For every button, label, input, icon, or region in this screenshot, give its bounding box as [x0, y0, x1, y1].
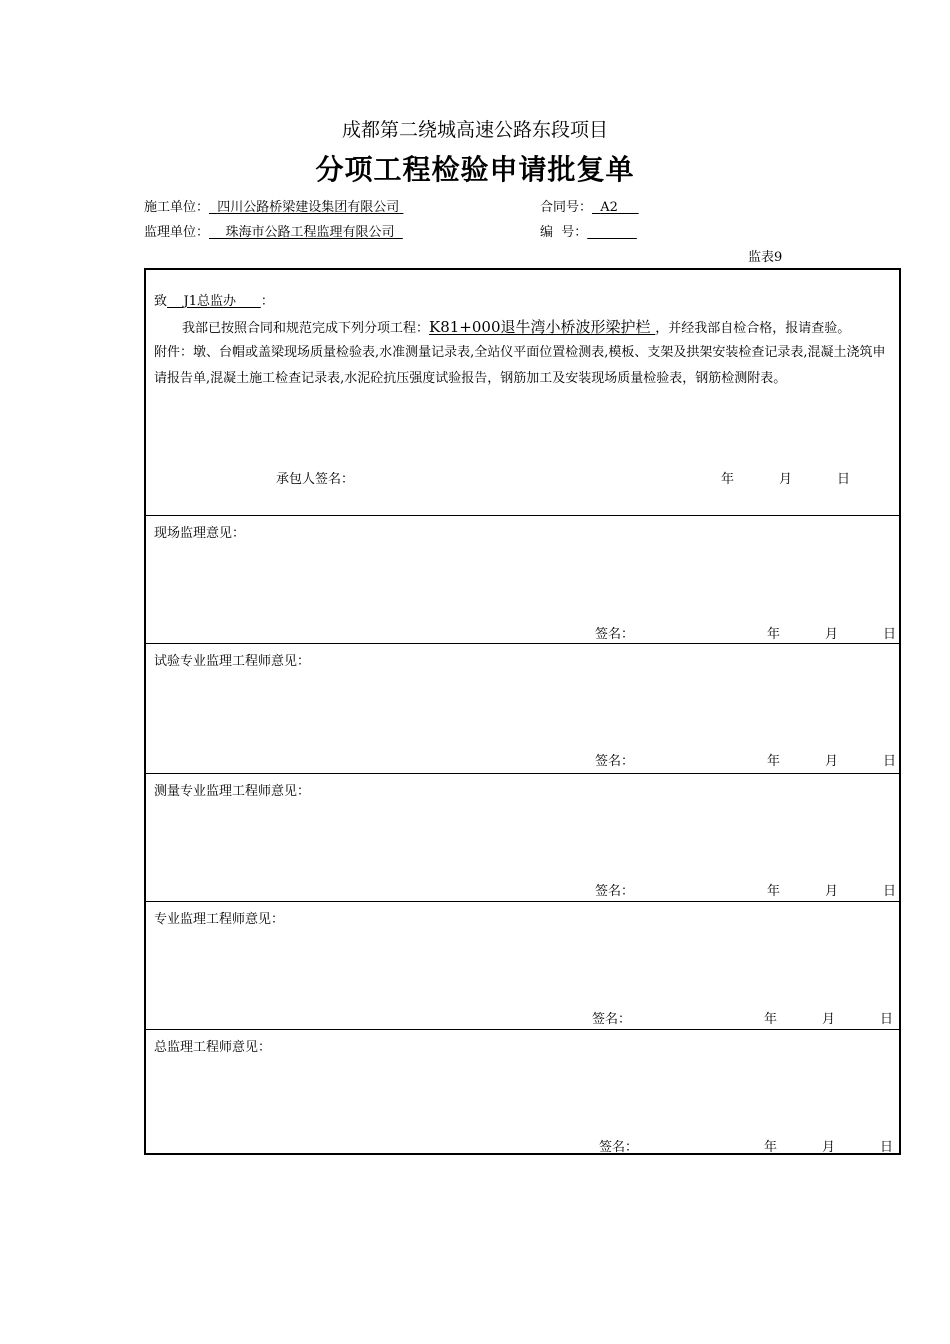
opinion-label: 现场监理意见： — [154, 526, 246, 541]
opinion-year: 年 — [767, 627, 781, 642]
opinion-month: 月 — [825, 627, 839, 642]
supervisor-value: 珠海市公路工程监理有限公司 — [225, 225, 395, 240]
request-section — [146, 270, 899, 515]
request-day: 日 — [837, 472, 851, 487]
form-code: 监表9 — [748, 250, 783, 265]
opinion-section-chief — [146, 1029, 899, 1153]
opinion-day: 日 — [883, 884, 897, 899]
addressee-line: 致 J1总监办 ： — [154, 294, 274, 309]
opinion-day: 日 — [883, 754, 897, 769]
opinion-label: 总监理工程师意见： — [154, 1040, 272, 1055]
request-month: 月 — [779, 472, 793, 487]
opinion-day: 日 — [880, 1140, 894, 1155]
opinion-year: 年 — [767, 884, 781, 899]
contract-no-label: 合同号： — [540, 200, 593, 215]
sign-label: 签名： — [595, 754, 635, 769]
opinion-month: 月 — [822, 1012, 836, 1027]
addressee-value: J1总监办 — [183, 294, 237, 309]
serial-row — [540, 221, 637, 240]
serial-value — [587, 225, 637, 240]
opinion-year: 年 — [764, 1140, 778, 1155]
opinion-section-specialist — [146, 901, 899, 1029]
opinion-section-site — [146, 515, 899, 643]
opinion-year: 年 — [764, 1012, 778, 1027]
contractor-signature-label: 承包人签名： — [276, 472, 355, 487]
contractor-value: 四川公路桥梁建设集团有限公司 — [217, 200, 400, 215]
work-item: K81+000退牛湾小桥波形梁护栏 — [429, 318, 651, 336]
form-title: 分项工程检验申请批复单 — [315, 153, 635, 186]
opinion-label: 专业监理工程师意见： — [154, 912, 285, 927]
supervisor-row — [144, 221, 403, 240]
sign-label: 签名： — [599, 1140, 639, 1155]
request-body: 我部已按照合同和规范完成下列分项工程：K81+000退牛湾小桥波形梁护栏 ，并经我部自检合格，报请查验。 — [182, 318, 851, 336]
contract-no-value: A2 — [600, 200, 618, 215]
opinion-month: 月 — [822, 1140, 836, 1155]
opinion-section-survey — [146, 773, 899, 901]
opinion-section-testing — [146, 643, 899, 773]
opinion-month: 月 — [825, 754, 839, 769]
supervisor-label: 监理单位： — [144, 225, 210, 240]
opinion-day: 日 — [880, 1012, 894, 1027]
opinion-year: 年 — [767, 754, 781, 769]
sign-label: 签名： — [595, 884, 635, 899]
sign-label: 签名： — [592, 1012, 632, 1027]
contractor-label: 施工单位： — [144, 200, 210, 215]
opinion-label: 试验专业监理工程师意见： — [154, 654, 311, 669]
opinion-month: 月 — [825, 884, 839, 899]
request-year: 年 — [721, 472, 735, 487]
opinion-day: 日 — [883, 627, 897, 642]
form-table — [144, 268, 901, 1155]
contractor-row — [144, 196, 403, 215]
project-name: 成都第二绕城高速公路东段项目 — [341, 119, 608, 141]
contract-no-row — [540, 196, 639, 215]
sign-label: 签名： — [595, 627, 635, 642]
opinion-label: 测量专业监理工程师意见： — [154, 784, 311, 799]
attachments-text: 附件：墩、台帽或盖梁现场质量检验表,水准测量记录表,全站仪平面位置检测表,模板、支架及拱架安装检查记录表,混凝土浇筑申请报告单,混凝土施工检查记录表,水泥砼抗压强度试验报告，钢筋加工及安装现场质量检验表，钢筋检测附表。 — [154, 345, 886, 386]
serial-label: 编 号： — [540, 225, 588, 240]
